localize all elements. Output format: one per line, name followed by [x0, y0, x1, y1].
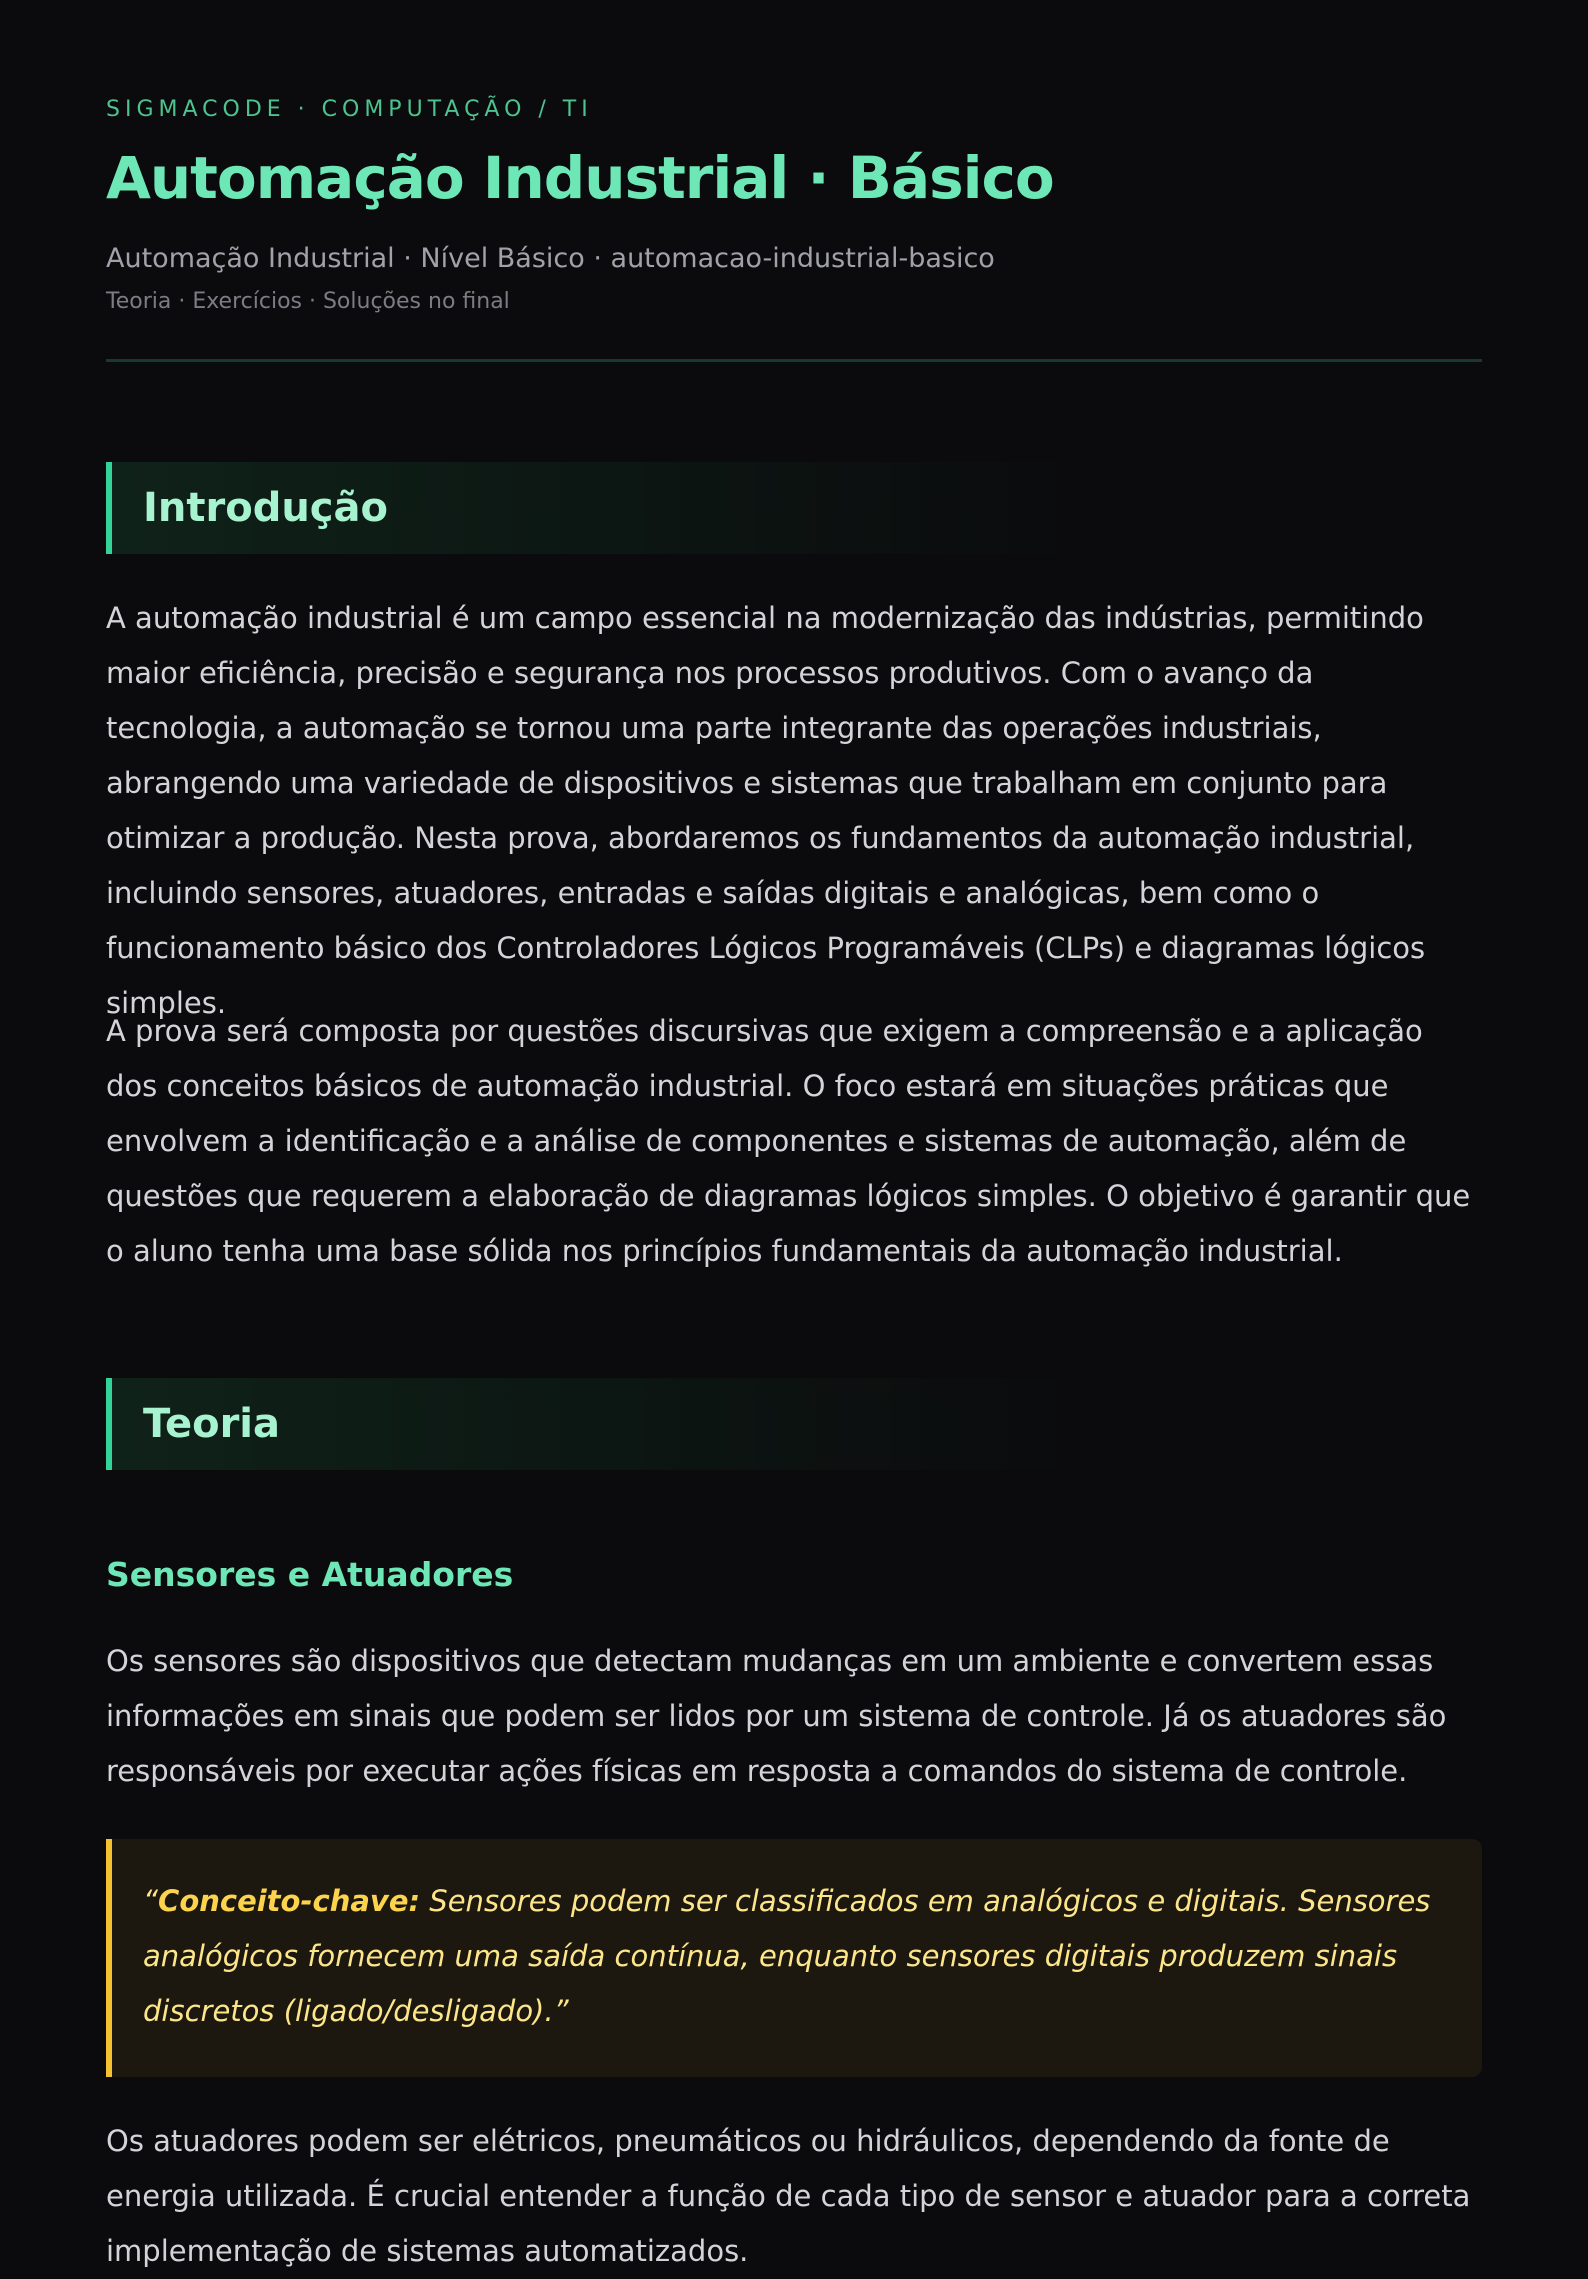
callout-open-quote: “: [143, 1884, 159, 1918]
header-divider: [106, 359, 1482, 362]
key-concept-callout: [106, 1839, 1482, 2077]
callout-body: Sensores podem ser classificados em analógicos e digitais. Sensores analógicos fornecem uma saída contínua, enquanto sensores digitais produzem sinais discretos (ligado/desligado).: [143, 1884, 1431, 2028]
section-heading-teoria: [106, 1378, 1482, 1470]
section-title-introducao: Introdução: [143, 485, 388, 531]
subsection-title-sensores-atuadores: Sensores e Atuadores: [106, 1555, 514, 1594]
eyebrow-label: SIGMACODE · COMPUTAÇÃO / TI: [106, 97, 593, 122]
theory-paragraph-1: Os sensores são dispositivos que detectam mudanças em um ambiente e convertem essas informações em sinais que podem ser lidos por um sistema de controle. Já os atuadores são responsáveis por executar ações físicas em resposta a comandos do sistema de controle.: [106, 1644, 1447, 1788]
intro-paragraph-1: A automação industrial é um campo essencial na modernização das indústrias, permitindo maior eficiência, precisão e segurança nos processos produtivos. Com o avanço da tecnologia, a automação se tornou uma parte integrante das operações industriais, abrangendo uma variedade de dispositivos e sistemas que trabalham em conjunto para otimizar a produção. Nesta prova, abordaremos os fundamentos da automação industrial, incluindo sensores, atuadores, entradas e saídas digitais e analógicas, bem como o funcionamento básico dos Controladores Lógicos Programáveis (CLPs) e diagramas lógicos simples.: [106, 601, 1426, 1020]
theory-paragraph-2: Os atuadores podem ser elétricos, pneumáticos ou hidráulicos, dependendo da fonte de energia utilizada. É crucial entender a função de cada tipo de sensor e atuador para a correta implementação de sistemas automatizados.: [106, 2124, 1471, 2268]
section-title-teoria: Teoria: [143, 1401, 281, 1447]
callout-close-quote: ”: [553, 1994, 569, 2028]
page-subtitle: Automação Industrial · Nível Básico · automacao-industrial-basico: [106, 243, 995, 274]
page-meta: Teoria · Exercícios · Soluções no final: [106, 289, 510, 314]
section-heading-introducao: [106, 462, 1482, 554]
callout-text-block: [143, 1874, 1452, 2039]
callout-label: Conceito-chave:: [158, 1884, 421, 1918]
intro-paragraph-2: A prova será composta por questões discursivas que exigem a compreensão e a aplicação dos conceitos básicos de automação industrial. O foco estará em situações práticas que envolvem a identificação e a análise de componentes e sistemas de automação, além de questões que requerem a elaboração de diagramas lógicos simples. O objetivo é garantir que o aluno tenha uma base sólida nos princípios fundamentais da automação industrial.: [106, 1014, 1471, 1268]
page-title: Automação Industrial · Básico: [106, 144, 1054, 212]
